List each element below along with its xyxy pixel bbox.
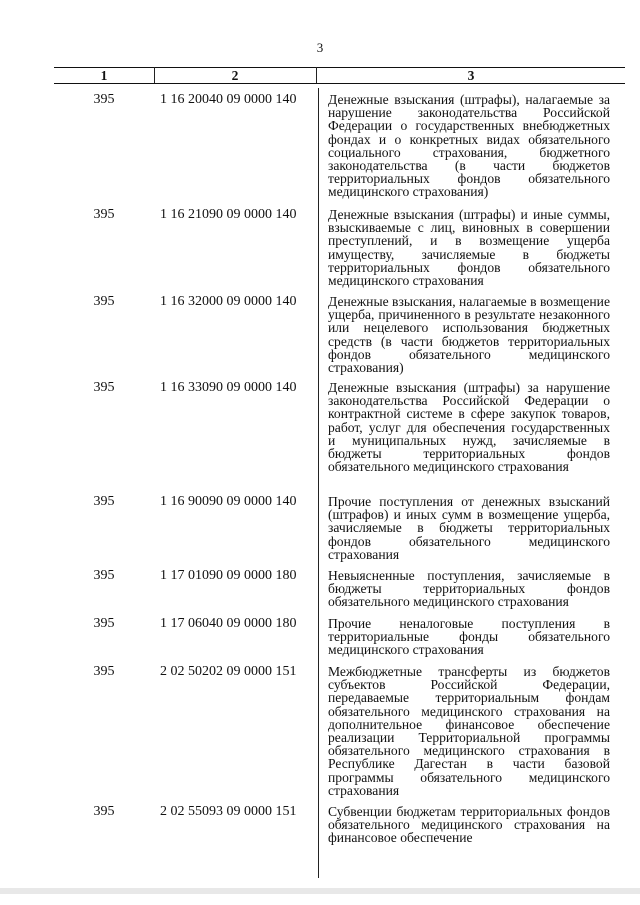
- column-divider-2: [316, 67, 317, 83]
- admin-code-cell: 395: [93, 664, 115, 679]
- admin-code-cell: 395: [93, 568, 115, 583]
- column-divider-1: [154, 67, 155, 83]
- admin-code-cell: 395: [93, 207, 115, 222]
- column-header-3: 3: [467, 68, 475, 83]
- admin-code-cell: 395: [93, 294, 115, 309]
- admin-code-cell: 395: [93, 92, 115, 107]
- column-divider-2-body: [318, 88, 319, 878]
- kbk-code-cell: 1 16 21090 09 0000 140: [160, 207, 297, 222]
- description-cell: Денежные взыскания, налагаемые в возмещение ущерба, причиненного в результате незаконного или нецелевого использования бюджетных средств (в части бюджетов территориальных фондов обязательного медицинского страхования): [328, 294, 610, 376]
- column-header-1: 1: [100, 68, 108, 83]
- kbk-code-cell: 1 16 20040 09 0000 140: [160, 92, 297, 107]
- description-cell: Денежные взыскания (штрафы) за нарушение законодательства Российской Федерации о контрактной системе в сфере закупок товаров, работ, услуг для обеспечения государственных и муниципальных нужд, зачисляемые в бюджеты территориальных фондов обязательного медицинского страхования: [328, 380, 610, 475]
- description-cell: Межбюджетные трансферты из бюджетов субъектов Российской Федерации, передаваемые территориальным фондам обязательного медицинского страхования на дополнительное финансовое обеспечение реализации Территориальной программы обязательного медицинского страхования в Республике Дагестан в части базовой программы обязательного медицинского страхования: [328, 664, 610, 798]
- kbk-code-cell: 1 16 33090 09 0000 140: [160, 380, 297, 395]
- description-cell: Субвенции бюджетам территориальных фондов обязательного медицинского страхования на финансовое обеспечение: [328, 804, 610, 846]
- kbk-code-cell: 2 02 50202 09 0000 151: [160, 664, 297, 679]
- description-cell: Прочие неналоговые поступления в территориальные фонды обязательного медицинского страхования: [328, 616, 610, 658]
- kbk-code-cell: 1 16 32000 09 0000 140: [160, 294, 297, 309]
- kbk-code-cell: 1 17 06040 09 0000 180: [160, 616, 297, 631]
- page-number: 3: [316, 40, 324, 55]
- description-cell: Денежные взыскания (штрафы) и иные суммы, взыскиваемые с лиц, виновных в совершении преступлений, и в возмещение ущерба имуществу, зачисляемые в бюджеты территориальных фондов обязательного медицинского страхования: [328, 207, 610, 289]
- description-cell: Невыясненные поступления, зачисляемые в бюджеты территориальных фондов обязательного медицинского страхования: [328, 568, 610, 610]
- admin-code-cell: 395: [93, 804, 115, 819]
- kbk-code-cell: 2 02 55093 09 0000 151: [160, 804, 297, 819]
- scan-bottom-edge: [0, 888, 640, 894]
- kbk-code-cell: 1 16 90090 09 0000 140: [160, 494, 297, 509]
- description-cell: Денежные взыскания (штрафы), налагаемые за нарушение законодательства Российской Федерации о государственных внебюджетных фондах и о конкретных видах обязательного социального страхования, бюджетного законодательства (в части бюджетов территориальных фондов обязательного медицинского страхования): [328, 92, 610, 200]
- description-cell: Прочие поступления от денежных взысканий (штрафов) и иных сумм в возмещение ущерба, зачисляемые в бюджеты территориальных фондов обязательного медицинского страхования: [328, 494, 610, 562]
- admin-code-cell: 395: [93, 616, 115, 631]
- admin-code-cell: 395: [93, 494, 115, 509]
- kbk-code-cell: 1 17 01090 09 0000 180: [160, 568, 297, 583]
- admin-code-cell: 395: [93, 380, 115, 395]
- column-header-2: 2: [231, 68, 239, 83]
- header-bottom-rule: [54, 83, 625, 84]
